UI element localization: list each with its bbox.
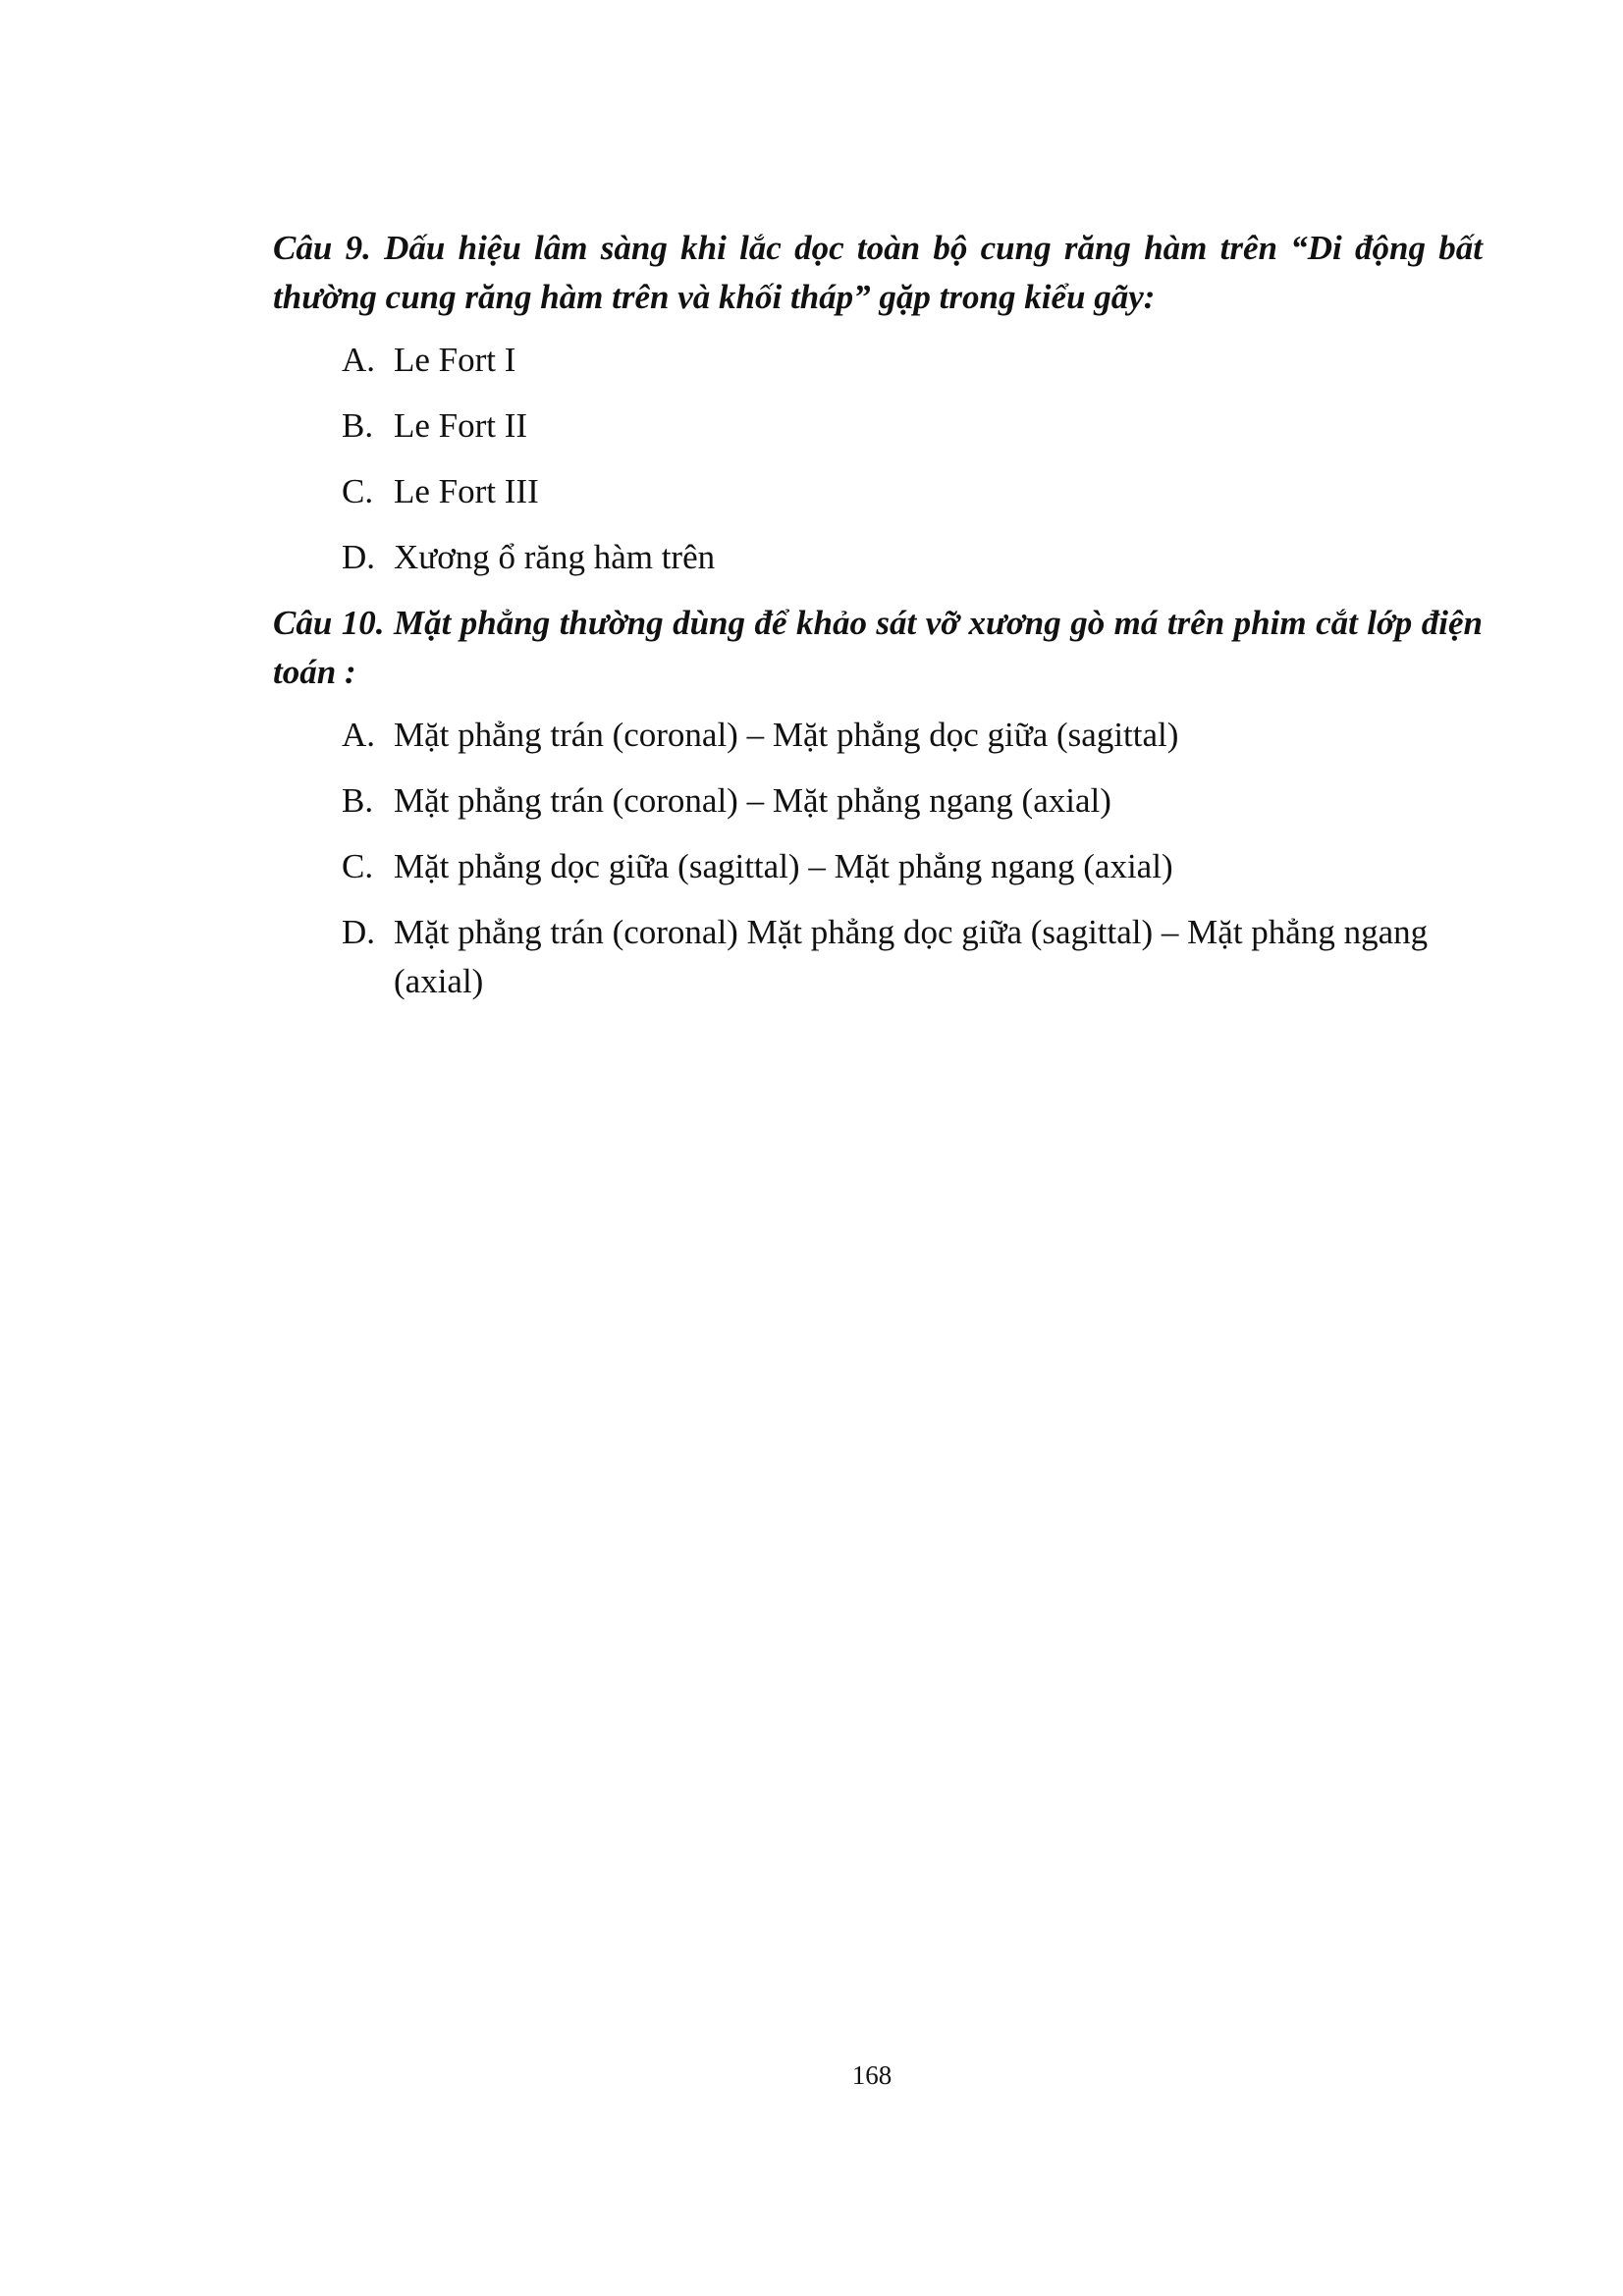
question-10-options [273, 711, 1483, 1006]
page-content [273, 224, 1483, 1023]
option-b [273, 401, 1483, 451]
option-text: Mặt phẳng dọc giữa (sagittal) – Mặt phẳng ngang (axial) [394, 847, 1173, 885]
option-letter: B. [342, 781, 374, 820]
option-letter: A. [342, 341, 376, 379]
option-text: Xương ổ răng hàm trên [394, 538, 716, 576]
option-text: Le Fort II [394, 406, 528, 445]
option-b [273, 776, 1483, 826]
option-a [273, 711, 1483, 760]
option-d [273, 533, 1483, 582]
option-letter: C. [342, 472, 374, 510]
question-9-options [273, 336, 1483, 582]
option-letter: D. [342, 913, 376, 951]
option-c [273, 842, 1483, 891]
question-9-text: Câu 9. Dấu hiệu lâm sàng khi lắc dọc toàn bộ cung răng hàm trên “Di động bất thường cung răng hàm trên và khối tháp” gặp trong kiểu gãy: [273, 229, 1483, 316]
option-letter: A. [342, 716, 376, 754]
question-10-text: Câu 10. Mặt phẳng thường dùng để khảo sát vỡ xương gò má trên phim cắt lớp điện toán : [273, 604, 1483, 691]
option-text: Mặt phẳng trán (coronal) – Mặt phẳng dọc giữa (sagittal) [394, 716, 1179, 754]
option-a [273, 336, 1483, 385]
option-letter: D. [342, 538, 376, 576]
option-text: Mặt phẳng trán (coronal) – Mặt phẳng ngang (axial) [394, 781, 1111, 820]
option-c [273, 467, 1483, 516]
option-text: Le Fort I [394, 341, 516, 379]
option-text: Le Fort III [394, 472, 539, 510]
page-number: 168 [851, 2060, 893, 2090]
option-letter: C. [342, 847, 374, 885]
option-letter: B. [342, 406, 374, 445]
option-text: Mặt phẳng trán (coronal) Mặt phẳng dọc giữa (sagittal) – Mặt phẳng ngang (axial) [394, 913, 1429, 1000]
option-d [273, 908, 1483, 1006]
